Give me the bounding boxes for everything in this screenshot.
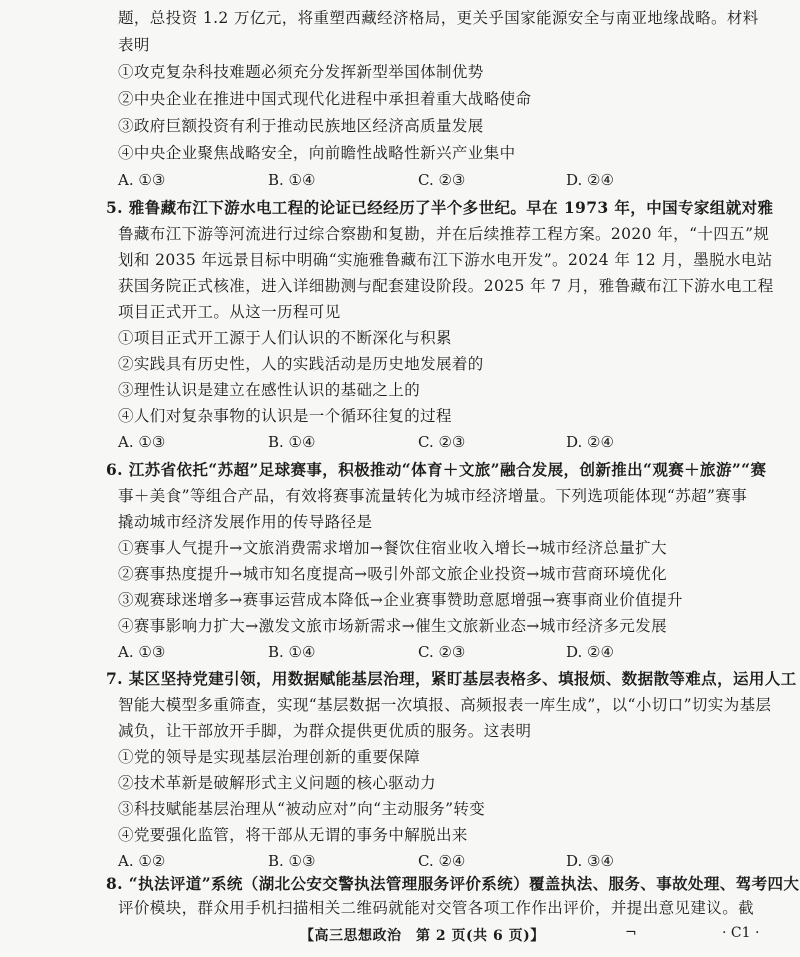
stem-line: 划和 2035 年远景目标中明确“实施雅鲁藏布江下游水电开发”。2024 年 12 月，墨脱水电站 (118, 251, 773, 269)
option-statement: ②赛事热度提升→城市知名度提高→吸引外部文旅企业投资→城市营商环境优化 (118, 565, 667, 583)
choice-a: A. ①③ (118, 643, 166, 661)
stem-line: 减负，让干部放开手脚，为群众提供更优质的服务。这表明 (118, 722, 532, 740)
choice-a: A. ①② (118, 852, 166, 870)
stem-line: 项目正式开工。从这一历程可见 (118, 303, 341, 321)
stem-line: 智能大模型多重筛查，实现“基层数据一次填报、高频报表一库生成”，以“小切口”切实为基层 (118, 696, 772, 714)
choice-a: A. ①③ (118, 433, 166, 451)
choice-b: B. ①④ (268, 433, 316, 451)
question-stem: 7. 某区坚持党建引领，用数据赋能基层治理，紧盯基层表格多、填报烦、数据散等难点，运用人工 (106, 669, 797, 688)
stem-line: 撬动城市经济发展作用的传导路径是 (118, 513, 373, 531)
option-statement: ④人们对复杂事物的认识是一个循环往复的过程 (118, 407, 452, 425)
choice-c: C. ②③ (418, 433, 466, 451)
question-stem: 5. 雅鲁藏布江下游水电工程的论证已经经历了半个多世纪。早在 1973 年，中国专家组就对雅 (106, 198, 774, 217)
option-statement: ③观赛球迷增多→赛事运营成本降低→企业赛事赞助意愿增强→赛事商业价值提升 (118, 591, 683, 609)
option-statement: ④中央企业聚焦战略安全，向前瞻性战略性新兴产业集中 (118, 144, 516, 162)
choice-b: B. ①④ (268, 171, 316, 189)
option-statement: ①项目正式开工源于人们认识的不断深化与积累 (118, 329, 452, 347)
choice-b: B. ①④ (268, 643, 316, 661)
choice-b: B. ①③ (268, 852, 316, 870)
stem-line: 题，总投资 1.2 万亿元，将重塑西藏经济格局，更关乎国家能源安全与南亚地缘战略。材料 (118, 9, 759, 27)
option-statement: ②中央企业在推进中国式现代化进程中承担着重大战略使命 (118, 90, 532, 108)
option-statement: ①攻克复杂科技难题必须充分发挥新型举国体制优势 (118, 63, 484, 81)
stem-line: 获国务院正式核准，进入详细勘测与配套建设阶段。2025 年 7 月，雅鲁藏布江下游水电工程 (118, 277, 774, 295)
stem-line: 鲁藏布江下游等河流进行过综合察勘和复勘，并在后续推荐工程方案。2020 年，“十四五”规 (118, 225, 770, 243)
option-statement: ③政府巨额投资有利于推动民族地区经济高质量发展 (118, 117, 484, 135)
choice-d: D. ②④ (566, 171, 614, 189)
footer-code: · C1 · (722, 925, 760, 941)
choice-a: A. ①③ (118, 171, 166, 189)
choice-d: D. ②④ (566, 643, 614, 661)
stem-line: 事＋美食”等组合产品，有效将赛事流量转化为城市经济增量。下列选项能体现“苏超”赛事 (118, 487, 748, 505)
choice-d: D. ③④ (566, 852, 614, 870)
option-statement: ④党要强化监管，将干部从无谓的事务中解脱出来 (118, 826, 468, 844)
option-statement: ④赛事影响力扩大→激发文旅市场新需求→催生文旅新业态→城市经济多元发展 (118, 617, 667, 635)
option-statement: ③理性认识是建立在感性认识的基础之上的 (118, 381, 421, 399)
stem-line: 评价模块，群众用手机扫描相关二维码就能对交管各项工作作出评价，并提出意见建议。截 (118, 899, 755, 917)
question-stem: 8. “执法评道”系统（湖北公安交警执法管理服务评价系统）覆盖执法、服务、事故处理、驾考四大 (106, 874, 800, 893)
choice-c: C. ②③ (418, 171, 466, 189)
footer-page-info: 【高三思想政治 第 2 页(共 6 页)】 (300, 928, 545, 944)
choice-c: C. ②③ (418, 643, 466, 661)
footer-mark: ¬ (625, 925, 637, 941)
option-statement: ③科技赋能基层治理从“被动应对”向“主动服务”转变 (118, 800, 486, 818)
option-statement: ①赛事人气提升→文旅消费需求增加→餐饮住宿业收入增长→城市经济总量扩大 (118, 539, 667, 557)
question-stem: 6. 江苏省依托“苏超”足球赛事，积极推动“体育＋文旅”融合发展，创新推出“观赛＋旅游”“赛 (106, 460, 767, 479)
page-footer (0, 921, 800, 945)
option-statement: ①党的领导是实现基层治理创新的重要保障 (118, 748, 421, 766)
choice-c: C. ②④ (418, 852, 466, 870)
option-statement: ②技术革新是破解形式主义问题的核心驱动力 (118, 774, 437, 792)
option-statement: ②实践具有历史性，人的实践活动是历史地发展着的 (118, 355, 484, 373)
stem-line: 表明 (118, 36, 150, 54)
choice-d: D. ②④ (566, 433, 614, 451)
